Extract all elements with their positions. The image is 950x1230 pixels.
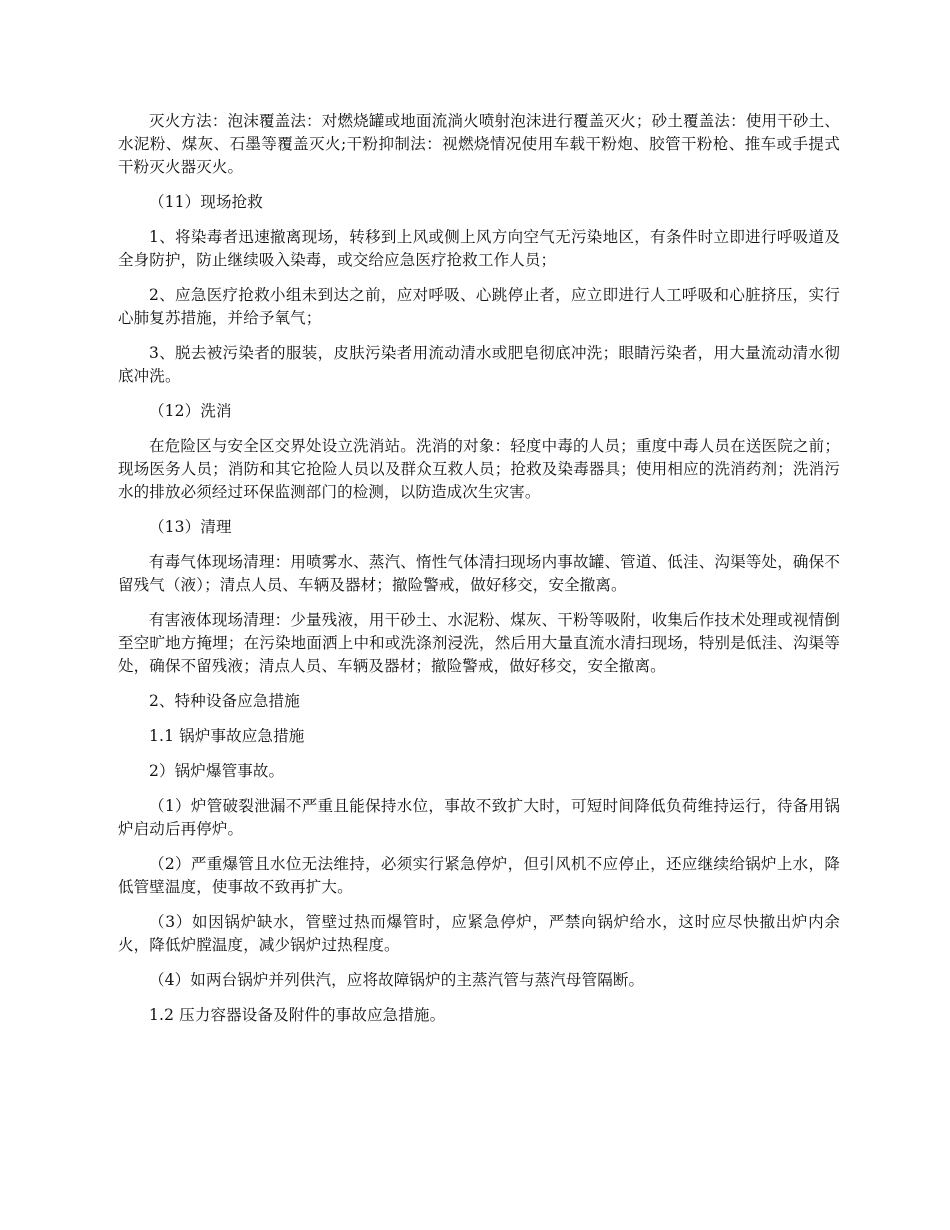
paragraph-tube-burst-item-4: （4）如两台锅炉并列供汽，应将故障锅炉的主蒸汽管与蒸汽母管隔断。: [149, 971, 645, 989]
paragraph-rescue-step-2: 2、应急医疗抢救小组未到达之前，应对呼吸、心跳停止者，应立即进行人工呼吸和心脏挤压，实行心肺复苏措施，并给予氧气；: [118, 286, 840, 327]
heading-decontamination: （12）洗消: [149, 402, 232, 420]
paragraph-tube-burst-item-1: （1）炉管破裂泄漏不严重且能保持水位，事故不致扩大时，可短时间降低负荷维持运行，待备用锅炉启动后再停炉。: [118, 797, 840, 838]
paragraph-rescue-step-1: 1、将染毒者迅速撤离现场，转移到上风或侧上风方向空气无污染地区，有条件时立即进行呼吸道及全身防护，防止继续吸入染毒，或交给应急医疗抢救工作人员；: [118, 228, 840, 269]
heading-boiler-accident-measures: 1.1 锅炉事故应急措施: [149, 727, 305, 745]
paragraph-hazardous-liquid-cleanup: 有害液体现场清理：少量残液，用干砂土、水泥粉、煤灰、干粉等吸附，收集后作技术处理或视情倒至空旷地方掩埋；在污染地面洒上中和或洗涤剂浸洗，然后用大量直流水清扫现场，特别是低洼、沟渠等处，确保不留残液；清点人员、车辆及器材；撤险警戒，做好移交，安全撤离。: [118, 611, 840, 675]
paragraph-tube-burst-item-2: （2）严重爆管且水位无法维持，必须实行紧急停炉，但引风机不应停止，还应继续给锅炉上水，降低管壁温度，使事故不致再扩大。: [118, 855, 840, 896]
heading-pressure-vessel-measures: 1.2 压力容器设备及附件的事故应急措施。: [149, 1006, 446, 1024]
heading-cleanup: （13）清理: [149, 518, 232, 536]
heading-special-equipment-measures: 2、特种设备应急措施: [149, 692, 300, 710]
paragraph-decontamination: 在危险区与安全区交界处设立洗消站。洗消的对象：轻度中毒的人员；重度中毒人员在送医院之前；现场医务人员；消防和其它抢险人员以及群众互救人员；抢救及染毒器具；使用相应的洗消药剂；洗消污水的排放必须经过环保监测部门的检测，以防造成次生灾害。: [118, 437, 840, 501]
document-body: [118, 110, 840, 1039]
heading-on-site-rescue: （11）现场抢救: [149, 193, 263, 211]
paragraph-fire-extinguishing-methods: 灭火方法：泡沫覆盖法：对燃烧罐或地面流淌火喷射泡沫进行覆盖灭火；砂土覆盖法：使用干砂土、水泥粉、煤灰、石墨等覆盖灭火;干粉抑制法：视燃烧情况使用车载干粉炮、胶管干粉枪、推车或手提式干粉灭火器灭火。: [118, 112, 840, 176]
paragraph-toxic-gas-cleanup: 有毒气体现场清理：用喷雾水、蒸汽、惰性气体清扫现场内事故罐、管道、低洼、沟渠等处，确保不留残气（液）；清点人员、车辆及器材；撤险警戒，做好移交，安全撤离。: [118, 553, 840, 594]
heading-boiler-tube-burst: 2）锅炉爆管事故。: [149, 762, 285, 780]
paragraph-rescue-step-3: 3、脱去被污染者的服装，皮肤污染者用流动清水或肥皂彻底冲洗；眼睛污染者，用大量流动清水彻底冲洗。: [118, 344, 840, 385]
paragraph-tube-burst-item-3: （3）如因锅炉缺水，管壁过热而爆管时，应紧急停炉，严禁向锅炉给水，这时应尽快撤出炉内余火，降低炉膛温度，减少锅炉过热程度。: [118, 913, 840, 954]
